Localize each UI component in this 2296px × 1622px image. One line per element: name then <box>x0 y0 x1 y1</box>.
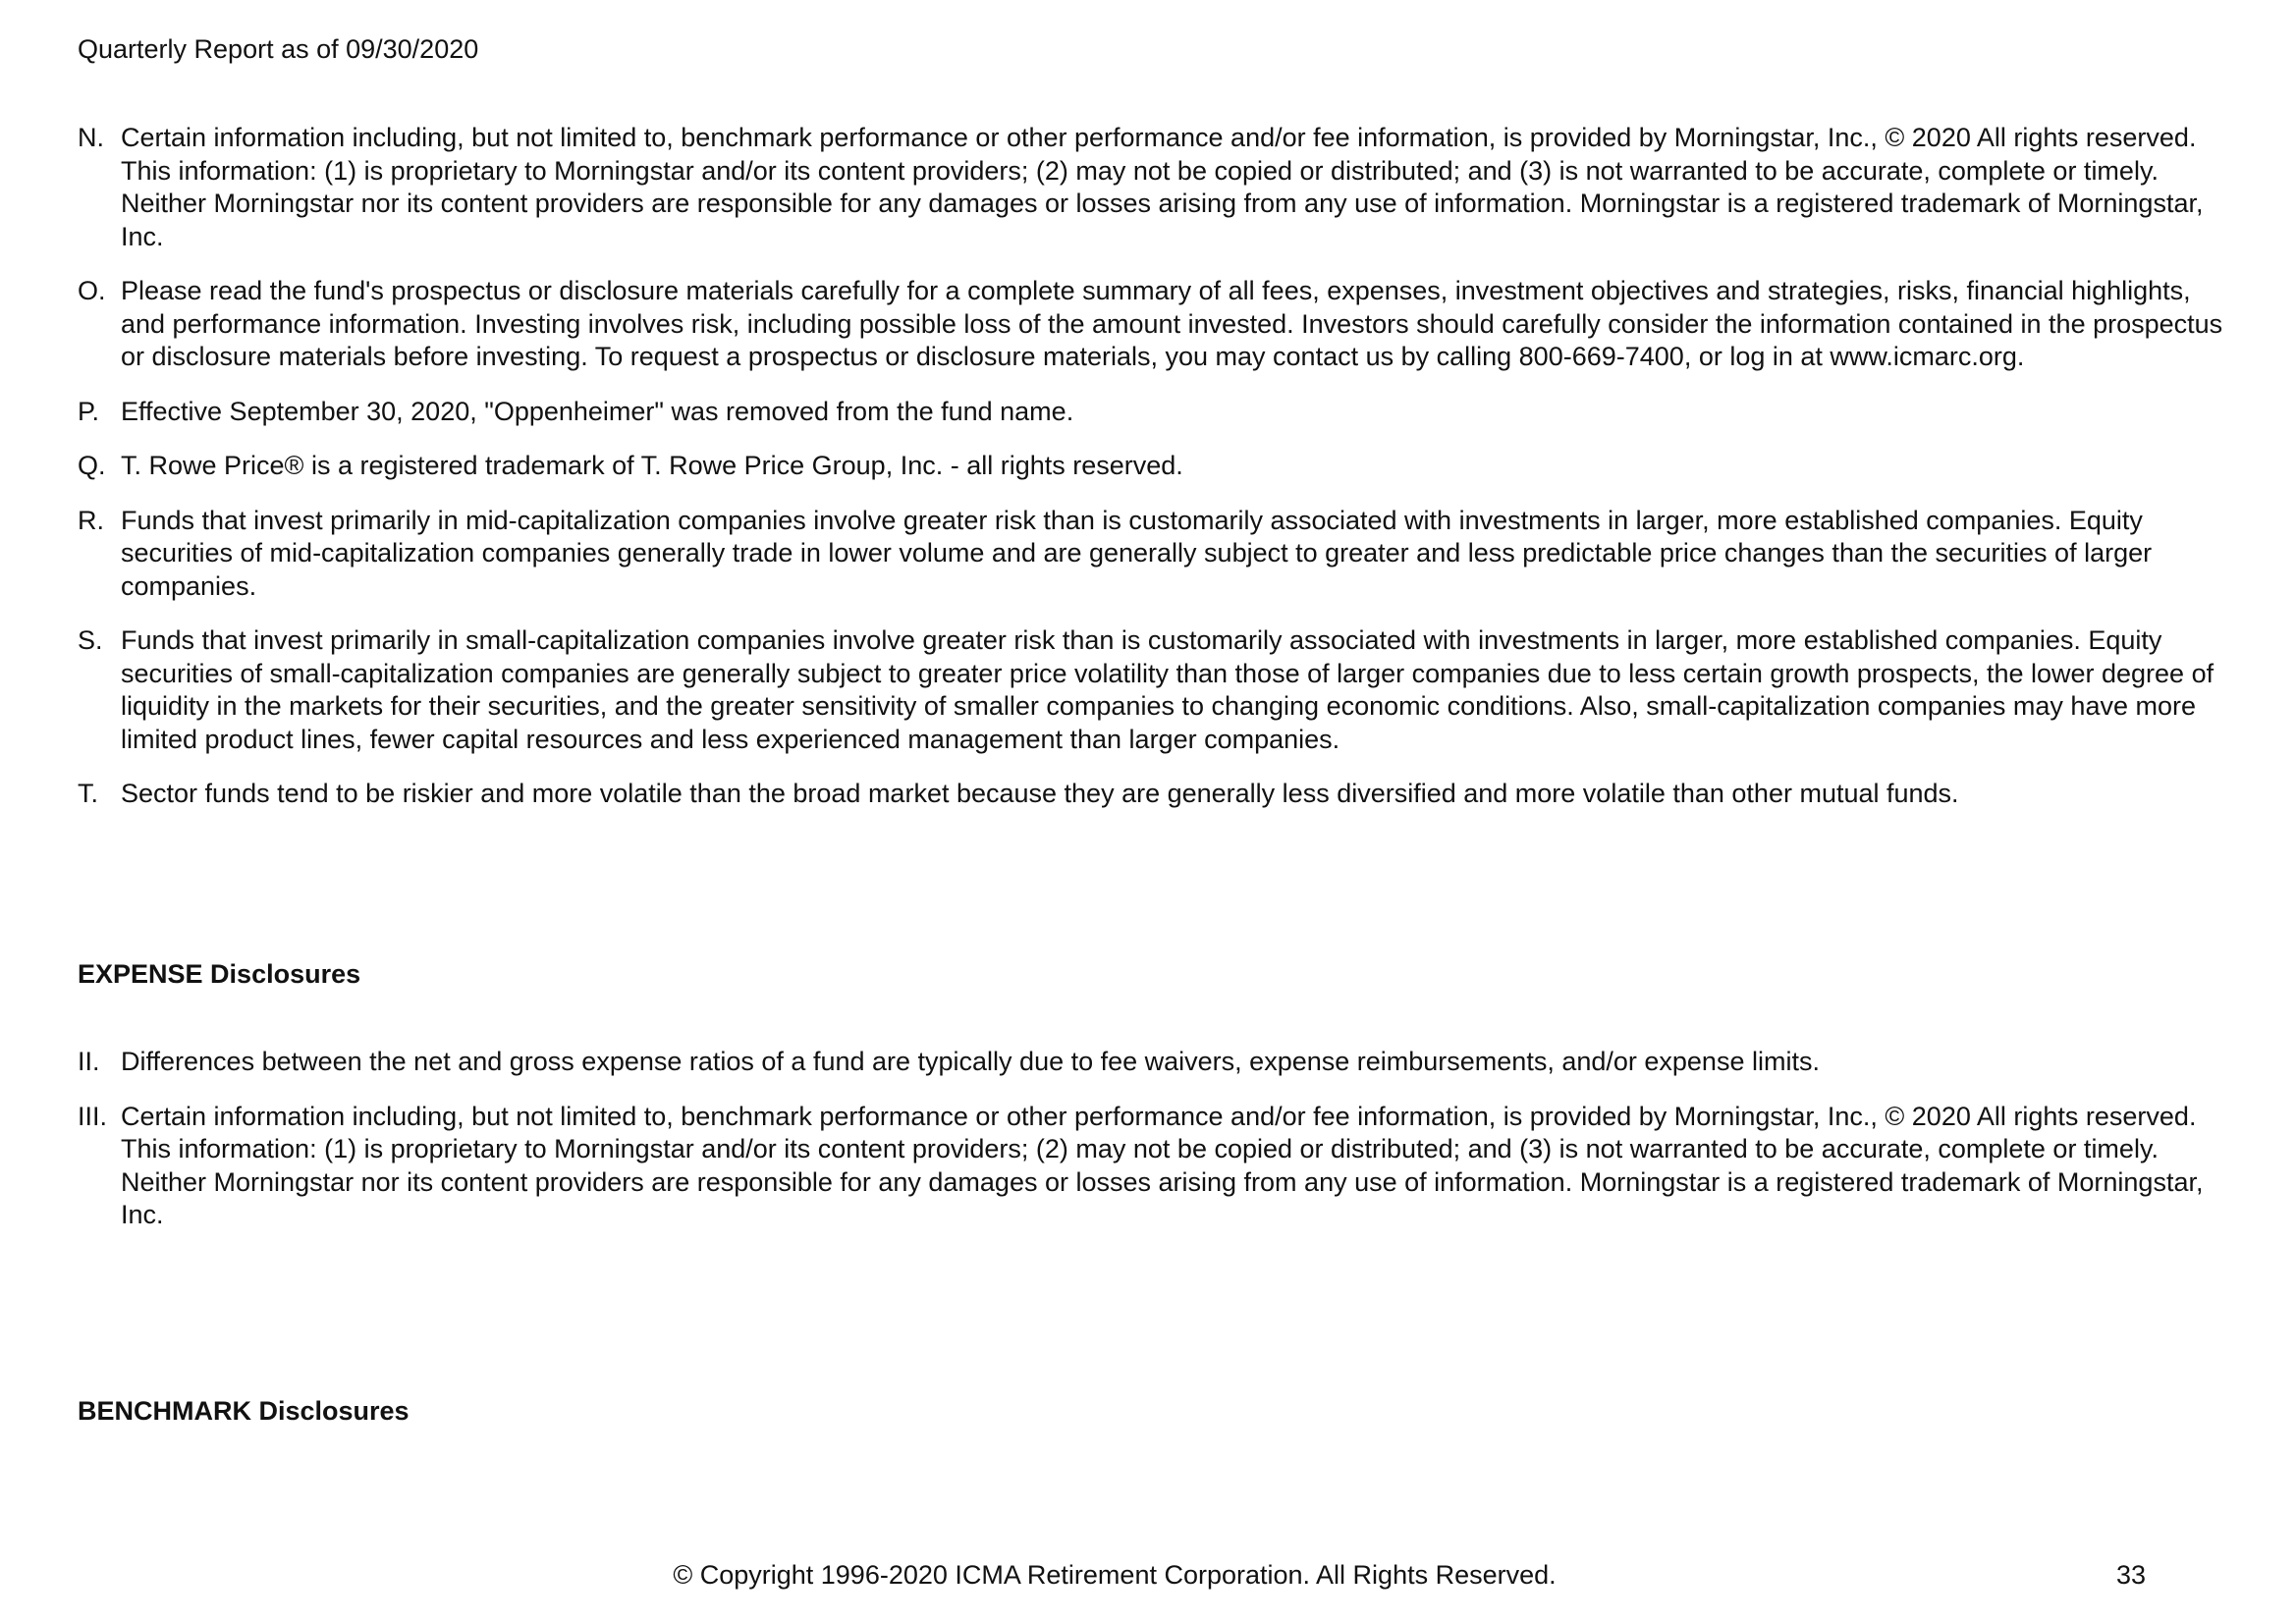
note-marker: R. <box>78 505 104 535</box>
note-marker: P. <box>78 396 100 426</box>
expense-text: Differences between the net and gross expense ratios of a fund are typically due to fee waivers, expense reimbursements, and/or expense limits. <box>121 1047 1820 1076</box>
expense-item-iii <box>78 1101 2238 1232</box>
note-text: Effective September 30, 2020, "Oppenheimer" was removed from the fund name. <box>121 396 1074 426</box>
note-text: Sector funds tend to be riskier and more volatile than the broad market because they are generally less diversified and more volatile than other mutual funds. <box>121 779 1959 808</box>
note-item-n <box>78 122 2238 253</box>
note-marker: S. <box>78 625 103 655</box>
note-item-p <box>78 396 2238 429</box>
note-text: Please read the fund's prospectus or disclosure materials carefully for a complete summary of all fees, expenses, investment objectives and strategies, risks, financial highlights, and performance information. Investing involves risk, including possible loss of the amount invested. Investors should carefully consider the information contained in the prospectus or disclosure materials before investing. To request a prospectus or disclosure materials, you may contact us by calling 800-669-7400, or log in at www.icmarc.org. <box>121 276 2223 371</box>
note-text: Certain information including, but not limited to, benchmark performance or other performance and/or fee information, is provided by Morningstar, Inc., © 2020 All rights reserved. This information: (1) is proprietary to Morningstar and/or its content providers; (2) may not be copied or distributed; and (3) is not warranted to be accurate, complete or timely. Neither Morningstar nor its content providers are responsible for any damages or losses arising from any use of information. Morningstar is a registered trademark of Morningstar, Inc. <box>121 123 2204 251</box>
note-text: T. Rowe Price® is a registered trademark of T. Rowe Price Group, Inc. - all rights reserved. <box>121 451 1183 480</box>
benchmark-section-heading: BENCHMARK Disclosures <box>78 1396 410 1426</box>
expense-item-ii <box>78 1046 2238 1079</box>
footer-copyright: © Copyright 1996-2020 ICMA Retirement Corporation. All Rights Reserved. <box>673 1560 1557 1590</box>
expense-text: Certain information including, but not limited to, benchmark performance or other performance and/or fee information, is provided by Morningstar, Inc., © 2020 All rights reserved. This information: (1) is proprietary to Morningstar and/or its content providers; (2) may not be copied or distributed; and (3) is not warranted to be accurate, complete or timely. Neither Morningstar nor its content providers are responsible for any damages or losses arising from any use of information. Morningstar is a registered trademark of Morningstar, Inc. <box>121 1101 2204 1229</box>
note-item-r <box>78 505 2238 604</box>
expense-marker: III. <box>78 1101 108 1131</box>
note-marker: T. <box>78 779 99 808</box>
note-marker: Q. <box>78 451 106 480</box>
note-marker: N. <box>78 123 104 152</box>
expense-notes-list <box>78 1046 2238 1254</box>
note-item-o <box>78 275 2238 374</box>
note-item-q <box>78 450 2238 483</box>
note-item-s <box>78 624 2238 756</box>
note-item-t <box>78 778 2238 811</box>
expense-marker: II. <box>78 1047 100 1076</box>
note-text: Funds that invest primarily in mid-capitalization companies involve greater risk than is customarily associated with investments in larger, more established companies. Equity securities of mid-capitalization companies generally trade in lower volume and are generally subject to greater and less predictable price changes than the securities of larger companies. <box>121 505 2153 601</box>
expense-section-heading: EXPENSE Disclosures <box>78 959 361 989</box>
page-header-title: Quarterly Report as of 09/30/2020 <box>78 34 479 64</box>
general-notes-list <box>78 122 2238 833</box>
page-number: 33 <box>2116 1560 2147 1590</box>
note-text: Funds that invest primarily in small-capitalization companies involve greater risk than is customarily associated with investments in larger, more established companies. Equity securities of small-capitalization companies are generally subject to greater price volatility than those of larger companies due to less certain growth prospects, the lower degree of liquidity in the markets for their securities, and the greater sensitivity of smaller companies to changing economic conditions. Also, small-capitalization companies may have more limited product lines, fewer capital resources and less experienced management than larger companies. <box>121 625 2214 754</box>
note-marker: O. <box>78 276 106 305</box>
